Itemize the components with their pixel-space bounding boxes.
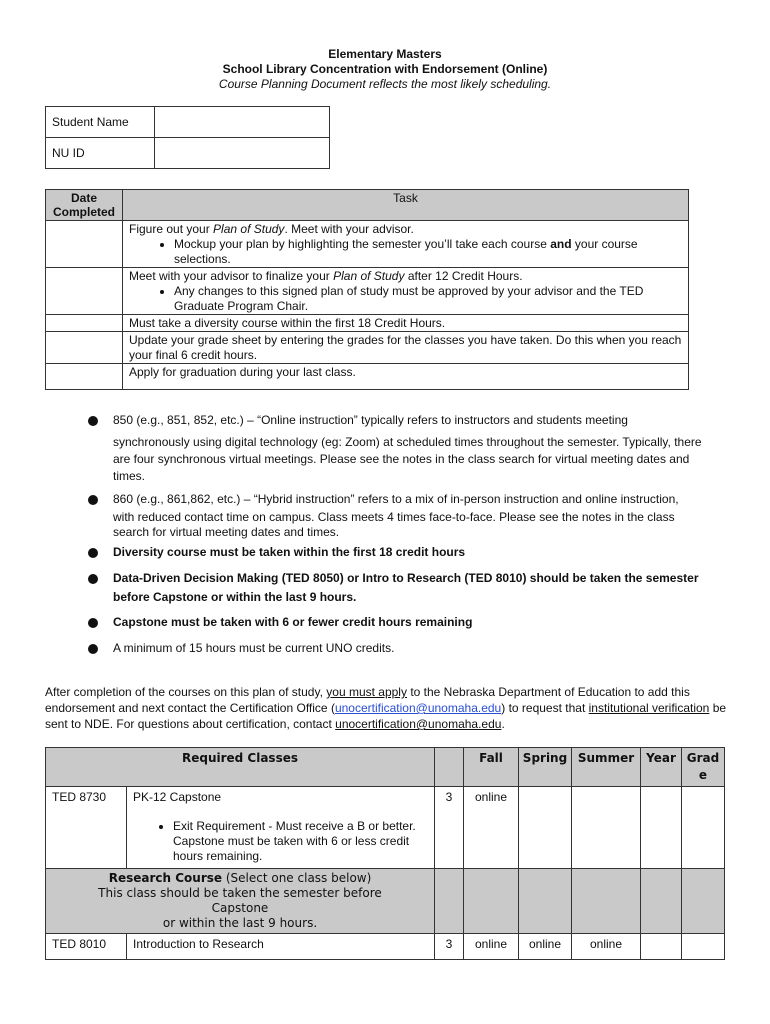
note-item: Diversity course must be taken within the first 18 credit hours bbox=[88, 544, 713, 561]
note-item: A minimum of 15 hours must be current UNO credits. bbox=[88, 640, 713, 657]
task-row bbox=[46, 315, 689, 332]
required-classes-header: Required Classes bbox=[46, 748, 435, 787]
fall-cell[interactable]: online bbox=[464, 787, 519, 869]
task-header: Task bbox=[123, 190, 689, 221]
spring-header: Spring bbox=[519, 748, 572, 787]
summer-cell[interactable]: online bbox=[572, 934, 641, 960]
note-item: Capstone must be taken with 6 or fewer credit hours remaining bbox=[88, 614, 713, 631]
date-cell[interactable] bbox=[46, 364, 123, 390]
note-item: 860 (e.g., 861,862, etc.) – “Hybrid instruction” refers to a mix of in-person instruction and online instruction, with reduced contact time on campus. Class meets 4 times face-to-face. Please see the notes in the class search for virtual meeting dates and times. bbox=[88, 491, 713, 540]
date-completed-header: Date Completed bbox=[46, 190, 123, 221]
course-credits: 3 bbox=[435, 787, 464, 869]
table-row bbox=[46, 787, 725, 869]
task-cell: Apply for graduation during your last class. bbox=[123, 364, 689, 390]
year-cell[interactable] bbox=[641, 787, 682, 869]
summer-header: Summer bbox=[572, 748, 641, 787]
bullet-icon bbox=[88, 644, 98, 654]
fall-cell[interactable]: online bbox=[464, 934, 519, 960]
credits-header bbox=[435, 748, 464, 787]
task-row bbox=[46, 268, 689, 315]
completion-paragraph: After completion of the courses on this plan of study, you must apply to the Nebraska Department of Education to add this endorsement and next contact the Certification Office (unocertification@unomaha.edu) to request that institutional verification be sent to NDE. For questions about certification, contact unocertification@unomaha.edu. bbox=[45, 685, 727, 731]
certification-email-link[interactable]: unocertification@unomaha.edu bbox=[334, 701, 502, 715]
header-subtitle: School Library Concentration with Endorsement (Online) bbox=[222, 62, 548, 76]
task-row bbox=[46, 221, 689, 268]
table-row bbox=[46, 934, 725, 960]
task-cell: Must take a diversity course within the first 18 Credit Hours. bbox=[123, 315, 689, 332]
course-code: TED 8730 bbox=[46, 787, 127, 869]
spring-cell[interactable] bbox=[519, 787, 572, 869]
task-row bbox=[46, 364, 689, 390]
fall-header: Fall bbox=[464, 748, 519, 787]
date-cell[interactable] bbox=[46, 221, 123, 268]
notes-list bbox=[88, 412, 713, 657]
bullet-icon bbox=[88, 574, 98, 584]
date-cell[interactable] bbox=[46, 268, 123, 315]
task-cell: Figure out your Plan of Study. Meet with your advisor. • Mockup your plan by highlighting the semester you’ll take each course and your course selections. bbox=[123, 221, 689, 268]
note-item: 850 (e.g., 851, 852, etc.) – “Online instruction” typically refers to instructors and students meeting synchronously using digital technology (eg: Zoom) at scheduled times throughout the semester. Typically, there are four synchronous virtual meetings. Please see the notes in the class search for virtual meeting dates and times. bbox=[88, 412, 713, 485]
task-cell: Meet with your advisor to finalize your Plan of Study after 12 Credit Hours. • Any changes to this signed plan of study must be approved by your advisor and the TED Graduate Program Chair. bbox=[123, 268, 689, 315]
grade-header: Grade bbox=[682, 748, 725, 787]
grade-cell[interactable] bbox=[682, 934, 725, 960]
bullet-icon bbox=[88, 416, 98, 426]
spring-cell[interactable]: online bbox=[519, 934, 572, 960]
bullet-icon bbox=[88, 548, 98, 558]
nu-id-field[interactable] bbox=[155, 138, 330, 169]
grade-cell[interactable] bbox=[682, 787, 725, 869]
certification-email-text: unocertification@unomaha.edu bbox=[335, 717, 502, 731]
nu-id-label: NU ID bbox=[46, 138, 155, 169]
date-cell[interactable] bbox=[46, 332, 123, 364]
year-cell[interactable] bbox=[641, 934, 682, 960]
task-table bbox=[45, 189, 689, 390]
course-credits: 3 bbox=[435, 934, 464, 960]
header-title: Elementary Masters bbox=[328, 47, 442, 61]
course-title: Introduction to Research bbox=[127, 934, 435, 960]
course-title: PK-12 Capstone • Exit Requirement - Must receive a B or better. Capstone must be taken with 6 or less credit hours remaining. bbox=[127, 787, 435, 869]
bullet-icon bbox=[88, 618, 98, 628]
required-classes-table bbox=[45, 747, 725, 960]
student-name-label: Student Name bbox=[46, 107, 155, 138]
research-course-header: Research Course (Select one class below) This class should be taken the semester before Capstone or within the last 9 hours. bbox=[46, 869, 435, 934]
bullet-icon bbox=[88, 495, 98, 505]
document-header bbox=[0, 47, 770, 92]
research-course-header-row bbox=[46, 869, 725, 934]
summer-cell[interactable] bbox=[572, 787, 641, 869]
task-row bbox=[46, 332, 689, 364]
student-name-field[interactable] bbox=[155, 107, 330, 138]
task-cell: Update your grade sheet by entering the grades for the classes you have taken. Do this when you reach your final 6 credit hours. bbox=[123, 332, 689, 364]
course-code: TED 8010 bbox=[46, 934, 127, 960]
header-note: Course Planning Document reflects the most likely scheduling. bbox=[218, 77, 552, 91]
date-cell[interactable] bbox=[46, 315, 123, 332]
note-item: Data-Driven Decision Making (TED 8050) or Intro to Research (TED 8010) should be taken the semester before Capstone or within the last 9 hours. bbox=[88, 569, 713, 607]
year-header: Year bbox=[641, 748, 682, 787]
student-info-table bbox=[45, 106, 330, 169]
